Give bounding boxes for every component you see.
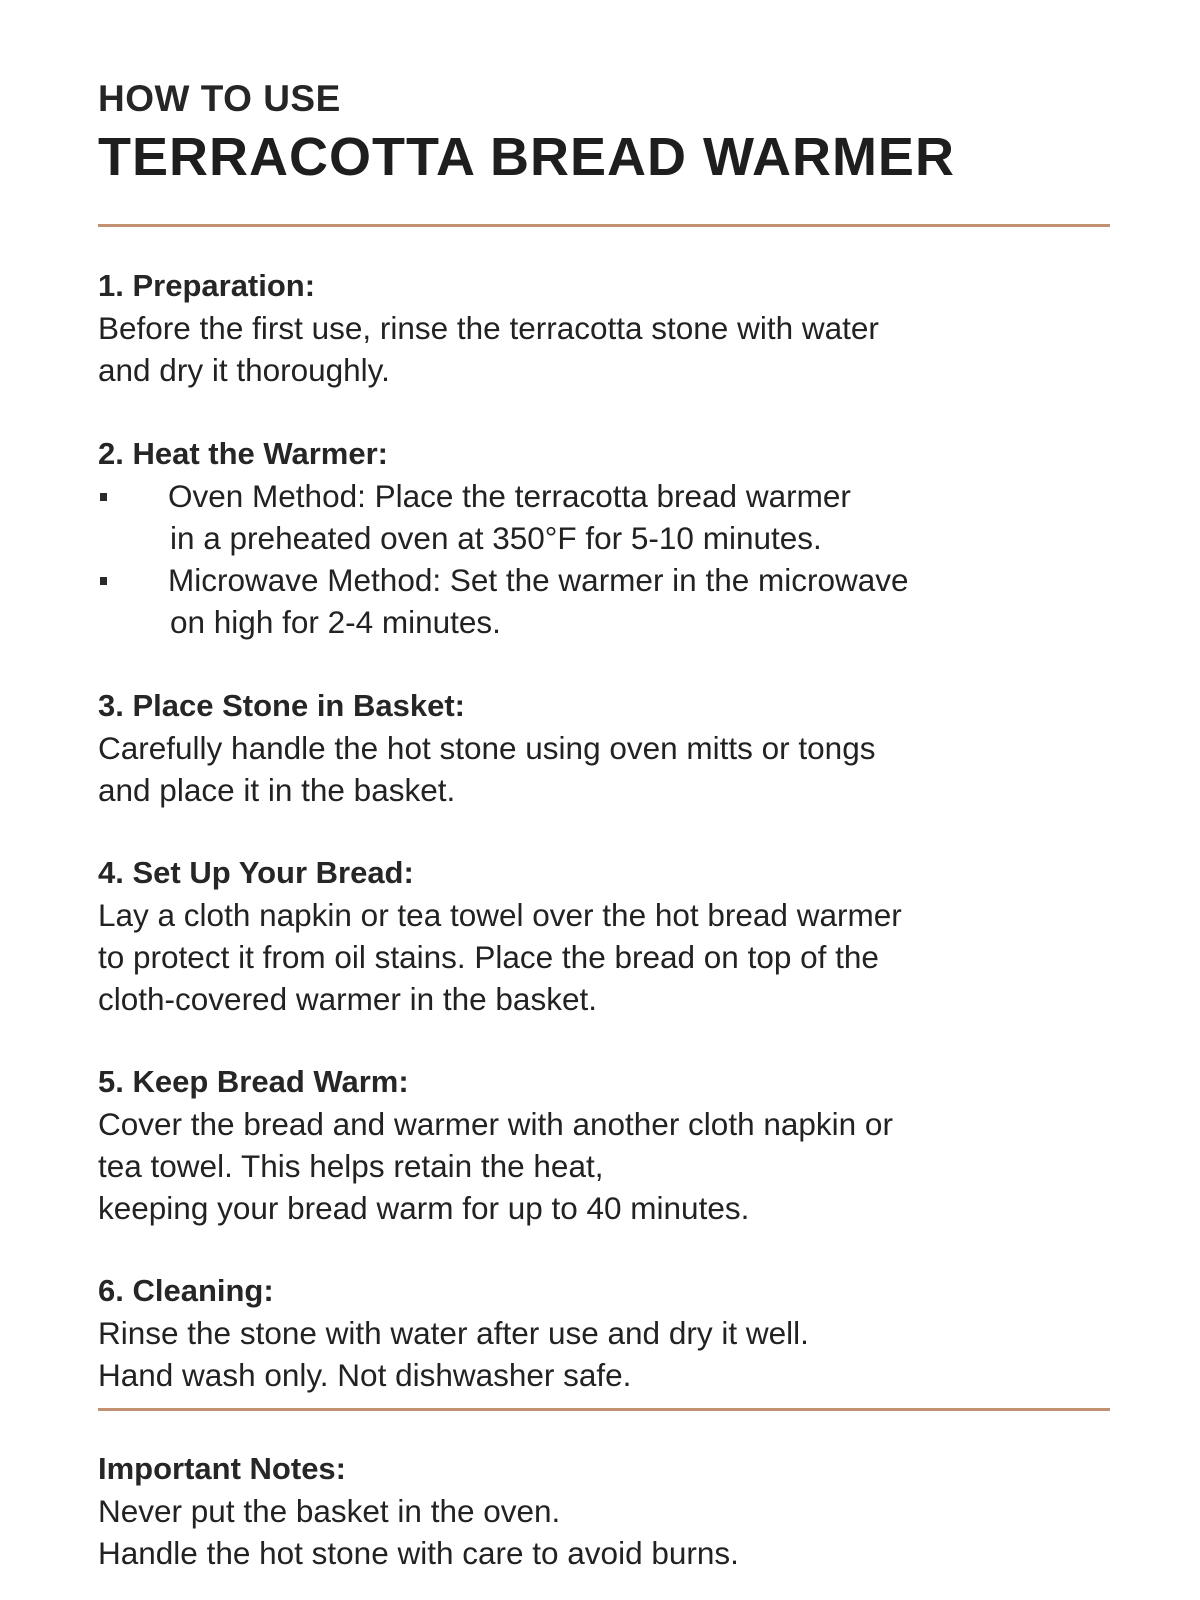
list-item-oven-method: [98, 475, 1118, 559]
step-preparation: [98, 265, 1118, 391]
bullet-text-line: Microwave Method: Set the warmer in the microwave: [168, 562, 909, 598]
step-text-line: Before the first use, rinse the terracotta stone with water: [98, 310, 879, 346]
step-heading: 5. Keep Bread Warm:: [98, 1064, 409, 1099]
important-notes: [98, 1448, 1118, 1574]
step-text-line: Cover the bread and warmer with another cloth napkin or: [98, 1106, 893, 1142]
notes-text-line: Never put the basket in the oven.: [98, 1493, 561, 1529]
step-cleaning: [98, 1270, 1118, 1396]
kicker-heading: HOW TO USE: [98, 78, 341, 119]
step-text-line: tea towel. This helps retain the heat,: [98, 1148, 604, 1184]
step-heading: 3. Place Stone in Basket:: [98, 688, 465, 723]
bullet-square-icon: [100, 577, 107, 585]
step-text-line: and place it in the basket.: [98, 772, 456, 808]
step-text-line: Hand wash only. Not dishwasher safe.: [98, 1357, 632, 1393]
bullet-text-line: Oven Method: Place the terracotta bread warmer: [168, 478, 851, 514]
notes-heading: Important Notes:: [98, 1451, 346, 1486]
bullet-text-line: on high for 2-4 minutes.: [170, 604, 501, 640]
step-place-stone: [98, 685, 1118, 811]
bullet-text-line: in a preheated oven at 350°F for 5-10 minutes.: [170, 520, 822, 556]
step-heading: 6. Cleaning:: [98, 1273, 274, 1308]
page-title: TERRACOTTA BREAD WARMER: [98, 127, 955, 187]
step-set-up-bread: [98, 852, 1118, 1020]
top-divider: [98, 224, 1110, 227]
step-text-line: Carefully handle the hot stone using oven mitts or tongs: [98, 730, 876, 766]
step-heat-warmer: [98, 433, 1118, 643]
step-keep-warm: [98, 1061, 1118, 1229]
step-text-line: Rinse the stone with water after use and dry it well.: [98, 1315, 809, 1351]
bottom-divider: [98, 1408, 1110, 1411]
bullet-square-icon: [100, 493, 107, 501]
step-heading: 1. Preparation:: [98, 268, 316, 303]
step-text-line: and dry it thoroughly.: [98, 352, 390, 388]
step-heading: 2. Heat the Warmer:: [98, 436, 388, 471]
notes-text-line: Handle the hot stone with care to avoid burns.: [98, 1535, 739, 1571]
list-item-microwave-method: [98, 559, 1118, 643]
step-text-line: keeping your bread warm for up to 40 minutes.: [98, 1190, 750, 1226]
step-text-line: to protect it from oil stains. Place the bread on top of the: [98, 939, 879, 975]
step-heading: 4. Set Up Your Bread:: [98, 855, 414, 890]
step-text-line: Lay a cloth napkin or tea towel over the hot bread warmer: [98, 897, 902, 933]
step-text-line: cloth-covered warmer in the basket.: [98, 981, 597, 1017]
